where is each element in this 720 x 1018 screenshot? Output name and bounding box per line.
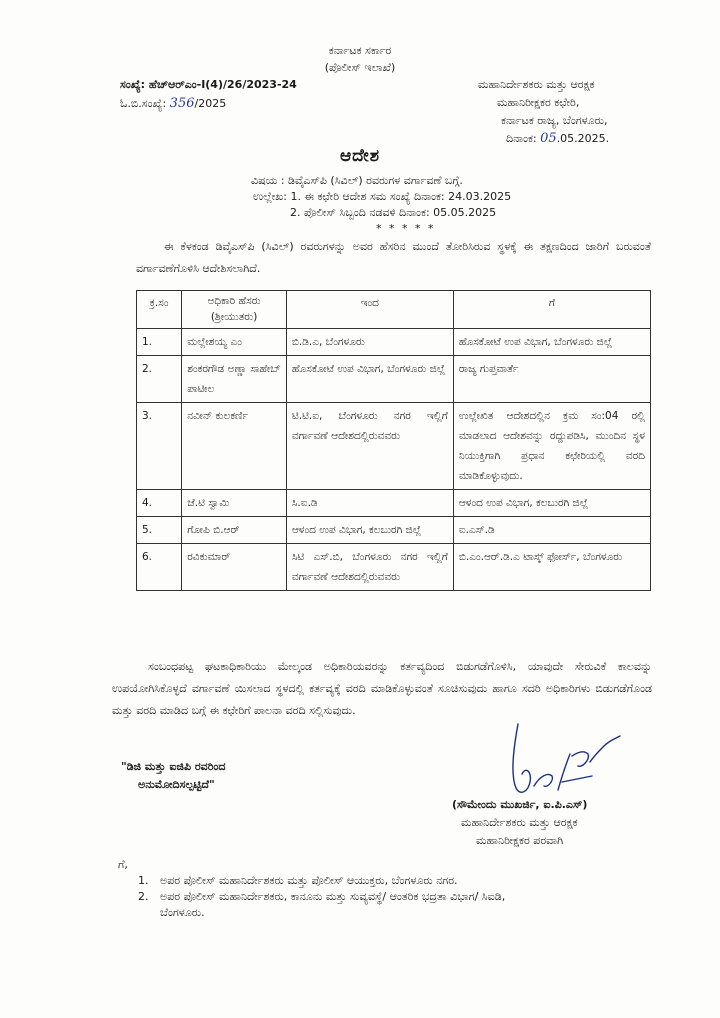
cell-serial: 3. bbox=[137, 403, 182, 490]
approval-line-1: "ಡಿಜಿ ಮತ್ತು ಐಜಿಪಿ ರವರಿಂದ bbox=[121, 760, 226, 773]
cell-from: ಆಳಂದ ಉಪ ವಿಭಾಗ, ಕಲಬುರಗಿ ಜಿಲ್ಲೆ bbox=[286, 517, 453, 544]
recipient-2-text-cont: ಬೆಂಗಳೂರು. bbox=[160, 906, 205, 919]
office-line-3: ಕರ್ನಾಟಕ ರಾಜ್ಯ, ಬೆಂಗಳೂರು, bbox=[501, 114, 608, 127]
header-serial: ಕ್ರ.ಸಂ bbox=[137, 291, 182, 329]
order-date bbox=[506, 131, 609, 146]
signatory-designation-2: ಮಹಾನಿರೀಕ್ಷಕರ ಪರವಾಗಿ bbox=[476, 834, 564, 847]
cell-officer-name: ಗೋಪಿ ಬಿ.ಆರ್ bbox=[182, 517, 287, 544]
table-row bbox=[137, 356, 651, 403]
ob-number-value: 356 bbox=[169, 96, 195, 111]
closing-paragraph: ಸಂಬಂಧಪಟ್ಟ ಘಟಕಾಧಿಕಾರಿಯು ಮೇಲ್ಕಂಡ ಅಧಿಕಾರಿಯವರನ್ನು ಕರ್ತವ್ಯದಿಂದ ಬಿಡುಗಡೆಗೊಳಿಸಿ, ಯಾವುದೇ ಸೇರುವಿಕೆ ಕಾಲವನ್ನು ಉಪಯೋಗಿಸಿಕೊಳ್ಳದೆ ವರ್ಗಾವಣೆ ಯಿಸಲಾದ ಸ್ಥಳದಲ್ಲಿ ಕರ್ತವ್ಯಕ್ಕೆ ವರದಿ ಮಾಡಿಕೊಳ್ಳುವಂತೆ ಸೂಚಿಸುವುದು ಹಾಗೂ ಸದರಿ ಅಧಿಕಾರಿಗಳು ಬಿಡುಗಡೆಗೊಂಡ ಮತ್ತು ವರದಿ ಮಾಡಿದ ಬಗ್ಗೆ ಈ ಕಛೇರಿಗೆ ಪಾಲನಾ ವರದಿ ಸಲ್ಲಿಸುವುದು. bbox=[112, 660, 652, 717]
intro-paragraph: ಈ ಕೆಳಕಂಡ ಡಿವೈಎಸ್‌ಪಿ (ಸಿವಿಲ್) ರವರುಗಳನ್ನು ಅವರ ಹೆಸರಿನ ಮುಂದೆ ತೋರಿಸಿರುವ ಸ್ಥಳಕ್ಕೆ ಈ ತಕ್ಷಣದಿಂದ ಜಾರಿಗೆ ಬರುವಂತೆ ವರ್ಗಾವಣೆಗೊಳಿಸಿ ಆದೇಶಿಸಲಾಗಿದೆ. bbox=[136, 240, 651, 275]
date-label: ದಿನಾಂಕ: bbox=[506, 132, 537, 145]
date-rest: .05.2025. bbox=[556, 132, 610, 145]
gov-title: ಕರ್ನಾಟಕ ಸರ್ಕಾರ bbox=[328, 44, 392, 57]
header-officer-name-line2: (ಶ್ರೀಯುತರು) bbox=[210, 311, 258, 323]
date-day: 05 bbox=[540, 131, 557, 146]
transfer-table bbox=[136, 290, 651, 591]
ob-number bbox=[120, 96, 226, 111]
cell-from: ಹೊಸಕೋಟೆ ಉಪ ವಿಭಾಗ, ಬೆಂಗಳೂರು ಜಿಲ್ಲೆ bbox=[286, 356, 453, 403]
cell-officer-name: ರವಿಕುಮಾರ್ bbox=[182, 544, 287, 591]
table-row bbox=[137, 517, 651, 544]
recipient-1-text: ಅಪರ ಪೊಲೀಸ್ ಮಹಾನಿರ್ದೇಶಕರು ಮತ್ತು ಪೊಲೀಸ್ ಆಯುಕ್ತರು, ಬೆಂಗಳೂರು ನಗರ. bbox=[160, 874, 458, 887]
recipient-1-number: 1. bbox=[138, 874, 149, 887]
table-header-row bbox=[137, 291, 651, 329]
cell-officer-name: ಜೆ.ಟಿ ಸ್ವಾಮಿ bbox=[182, 490, 287, 517]
ob-number-year: /2025 bbox=[194, 97, 227, 110]
cell-to: ರಾಜ್ಯ ಗುಪ್ತವಾರ್ತೆ bbox=[453, 356, 650, 403]
subject-line: ವಿಷಯ : ಡಿವೈಎಸ್‌ಪಿ (ಸಿವಿಲ್) ರವರುಗಳ ವರ್ಗಾವಣೆ ಬಗ್ಗೆ. bbox=[251, 174, 463, 187]
cell-serial: 1. bbox=[137, 329, 182, 356]
cell-to: ಉಲ್ಲೇಖಿತ ಆದೇಶದಲ್ಲಿನ ಕ್ರಮ ಸಂ:04 ರಲ್ಲಿ ಮಾಡಲಾದ ಆದೇಶವನ್ನು ರದ್ದುಪಡಿಸಿ, ಮುಂದಿನ ಸ್ಥಳ ನಿಯುಕ್ತಿಗಾಗಿ ಪ್ರಧಾನ ಕಛೇರಿಯಲ್ಲಿ ವರದಿ ಮಾಡಿಕೊಳ್ಳುವುದು. bbox=[453, 403, 650, 490]
recipients-label: ಗೆ, bbox=[118, 858, 128, 871]
reference-line-1: ಉಲ್ಲೇಖ: 1. ಈ ಕಛೇರಿ ಆದೇಶ ಸಮ ಸಂಖ್ಯೆ ದಿನಾಂಕ: 24.03.2025 bbox=[253, 190, 512, 203]
cell-serial: 2. bbox=[137, 356, 182, 403]
reference-number: ಸಂಖ್ಯೆ: ಹೆಚ್‌ಆರ್‌ಎಂ-I(4)/26/2023-24 bbox=[120, 78, 297, 91]
reference-line-2: 2. ಪೊಲೀಸ್ ಸಿಬ್ಬಂದಿ ನಡವಳಿ ದಿನಾಂಕ: 05.05.2025 bbox=[290, 206, 497, 219]
cell-to: ಆಳಂದ ಉಪ ವಿಭಾಗ, ಕಲಬುರಗಿ ಜಿಲ್ಲೆ bbox=[453, 490, 650, 517]
cell-serial: 4. bbox=[137, 490, 182, 517]
cell-from: ಟಿ.ಟಿ.ಐ, ಬೆಂಗಳೂರು ನಗರ ಇಲ್ಲಿಗೆ ವರ್ಗಾವಣೆ ಆದೇಶದಲ್ಲಿರುವವರು bbox=[286, 403, 453, 490]
cell-serial: 5. bbox=[137, 517, 182, 544]
cell-officer-name: ಮಲ್ಲೇಶಯ್ಯ ಎಂ bbox=[182, 329, 287, 356]
cell-officer-name: ನವೀನ್ ಕುಲಕರ್ಣಿ bbox=[182, 403, 287, 490]
signature-mark bbox=[500, 716, 630, 800]
approval-line-2: ಅನುಮೋದಿಸಲ್ಪಟ್ಟಿದೆ" bbox=[138, 778, 215, 791]
signatory-designation-1: ಮಹಾನಿರ್ದೇಶಕರು ಮತ್ತು ಆರಕ್ಷಕ bbox=[461, 816, 578, 829]
office-line-2: ಮಹಾನಿರೀಕ್ಷಕರ ಕಛೇರಿ, bbox=[497, 96, 580, 109]
signatory-name: (ಸೌಮೇಂದು ಮುಖರ್ಜಿ, ಐ.ಪಿ.ಎಸ್) bbox=[452, 798, 588, 811]
header-from: ಇಂದ bbox=[286, 291, 453, 329]
recipient-2-text: ಅಪರ ಪೊಲೀಸ್ ಮಹಾನಿರ್ದೇಶಕರು, ಕಾನೂನು ಮತ್ತು ಸುವ್ಯವಸ್ಥೆ/ ಆಂತರಿಕ ಭದ್ರತಾ ವಿಭಾಗ/ ಸಿಐಡಿ, bbox=[160, 890, 506, 903]
table-row bbox=[137, 403, 651, 490]
table-row bbox=[137, 329, 651, 356]
header-to: ಗೆ bbox=[453, 291, 650, 329]
table-row bbox=[137, 544, 651, 591]
recipient-2-number: 2. bbox=[138, 890, 149, 903]
cell-to: ಐ.ಎಸ್.ಡಿ bbox=[453, 517, 650, 544]
cell-to: ಬಿ.ಎಂ.ಆರ್.ಡಿ.ಎ ಟಾಸ್ಕ್ ಫೋರ್ಸ್, ಬೆಂಗಳೂರು bbox=[453, 544, 650, 591]
ob-number-label: ಓ.ಬಿ.ಸಂಖ್ಯೆ: bbox=[120, 97, 167, 110]
cell-from: ಸಿ.ಐ.ಡಿ bbox=[286, 490, 453, 517]
header-officer-name bbox=[182, 291, 287, 329]
table-row bbox=[137, 490, 651, 517]
cell-to: ಹೊಸಕೋಟೆ ಉಪ ವಿಭಾಗ, ಬೆಂಗಳೂರು ಜಿಲ್ಲೆ bbox=[453, 329, 650, 356]
office-line-1: ಮಹಾನಿರ್ದೇಶಕರು ಮತ್ತು ಆರಕ್ಷಕ bbox=[478, 78, 595, 91]
page-title: ಆದೇಶ bbox=[339, 146, 381, 166]
cell-serial: 6. bbox=[137, 544, 182, 591]
dept-title: (ಪೊಲೀಸ್ ಇಲಾಖೆ) bbox=[324, 61, 396, 74]
cell-officer-name: ಶಂಕರಗೌಡ ಅಣ್ಣಾ ಸಾಹೇಬ್ ಪಾಟೀಲ bbox=[182, 356, 287, 403]
cell-from: ಬಿ.ಡಿ.ಎ, ಬೆಂಗಳೂರು bbox=[286, 329, 453, 356]
cell-from: ಸಿಟಿ ಎಸ್.ಬಿ, ಬೆಂಗಳೂರು ನಗರ ಇಲ್ಲಿಗೆ ವರ್ಗಾವಣೆ ಆದೇಶದಲ್ಲಿರುವವರು bbox=[286, 544, 453, 591]
separator-stars: * * * * * bbox=[376, 222, 436, 235]
header-officer-name-line1: ಅಧಿಕಾರಿ ಹೆಸರು bbox=[207, 295, 261, 307]
